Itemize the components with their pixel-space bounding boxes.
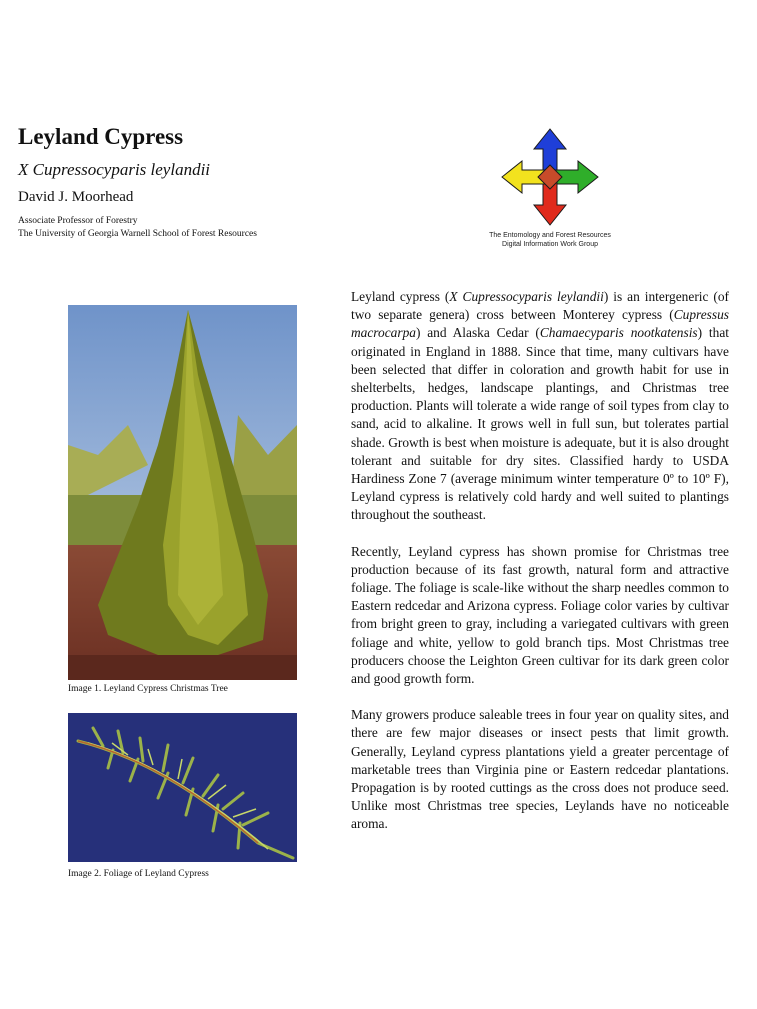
- paragraph-introduction: [351, 288, 729, 525]
- paragraph-christmas-tree: Recently, Leyland cypress has shown promise for Christmas tree production because of its fast growth, natural form and attractive foliage. The foliage is scale-like without the sharp needles common to Eastern redcedar and Arizona cypress. Foliage color varies by cultivar from bright green to gray, including a variegated cultivars with green foliage and white, yellow to gold branch tips. Most Christmas tree producers choose the Leighton Green cultivar for its dark green color and good growth form.: [351, 543, 729, 687]
- author-affiliation: [18, 215, 257, 241]
- p1-text-2: ) is an intergeneric (of two separate genera) cross between Monterey cypress (: [351, 289, 730, 323]
- p1-italic-monterey: Cupressus macrocarpa: [351, 307, 729, 341]
- p1-italic-scientific-name: X Cupressocyparis leylandii: [449, 289, 604, 304]
- affiliation-title: Associate Professor of Forestry: [18, 216, 138, 226]
- p1-text-1: Leyland cypress (: [351, 289, 450, 304]
- image2-caption: Image 2. Foliage of Leyland Cypress: [68, 869, 209, 879]
- logo-caption-line2: Digital Information Work Group: [502, 240, 598, 248]
- scientific-name: X Cupressocyparis leylandii: [18, 160, 211, 179]
- workgroup-logo-icon: [500, 127, 600, 227]
- logo-caption: [460, 232, 640, 249]
- image1-caption: Image 1. Leyland Cypress Christmas Tree: [68, 684, 228, 694]
- page-title: Leyland Cypress: [18, 124, 184, 149]
- author-name: David J. Moorhead: [18, 189, 134, 205]
- leyland-cypress-foliage-photo: [68, 713, 297, 862]
- article-body: [351, 288, 729, 852]
- affiliation-institution: The University of Georgia Warnell School of Forest Resources: [18, 229, 257, 239]
- logo-caption-line1: The Entomology and Forest Resources: [489, 232, 611, 239]
- leyland-cypress-tree-photo: [68, 305, 297, 680]
- p1-text-3: ) and Alaska Cedar (: [415, 325, 540, 341]
- p1-text-4: ) that originated in England in 1888. Since that time, many cultivars have been selected that differ in coloration and growth habit for use in shelterbelts, hedges, landscape plantings, and Christmas tree production. Plants will tolerate a wide range of soil types from clay to sand, acid to alkaline. It grows well in full sun, but tolerates partial shade. Growth is best when moisture is adequate, but it is also drought tolerant and suitable for dry sites. Classified hardy to USDA Hardiness Zone 7 (average minimum winter temperature 0º to 10º F), Leyland cypress is relatively cold hardy and well suited to plantings throughout the southeast.: [351, 325, 729, 523]
- p1-italic-alaska: Chamaecyparis nootkatensis: [539, 325, 698, 341]
- paragraph-growers: Many growers produce saleable trees in four year on quality sites, and there are few major diseases or insect pests that limit growth. Generally, Leyland cypress plantations yield a greater percentage of marketable trees than Virginia pine or Eastern redcedar plantations. Propagation is by rooted cuttings as the cross does not produce seed. Unlike most Christmas tree species, Leylands have no noticeable aroma.: [351, 707, 729, 832]
- logo-center: [538, 165, 562, 189]
